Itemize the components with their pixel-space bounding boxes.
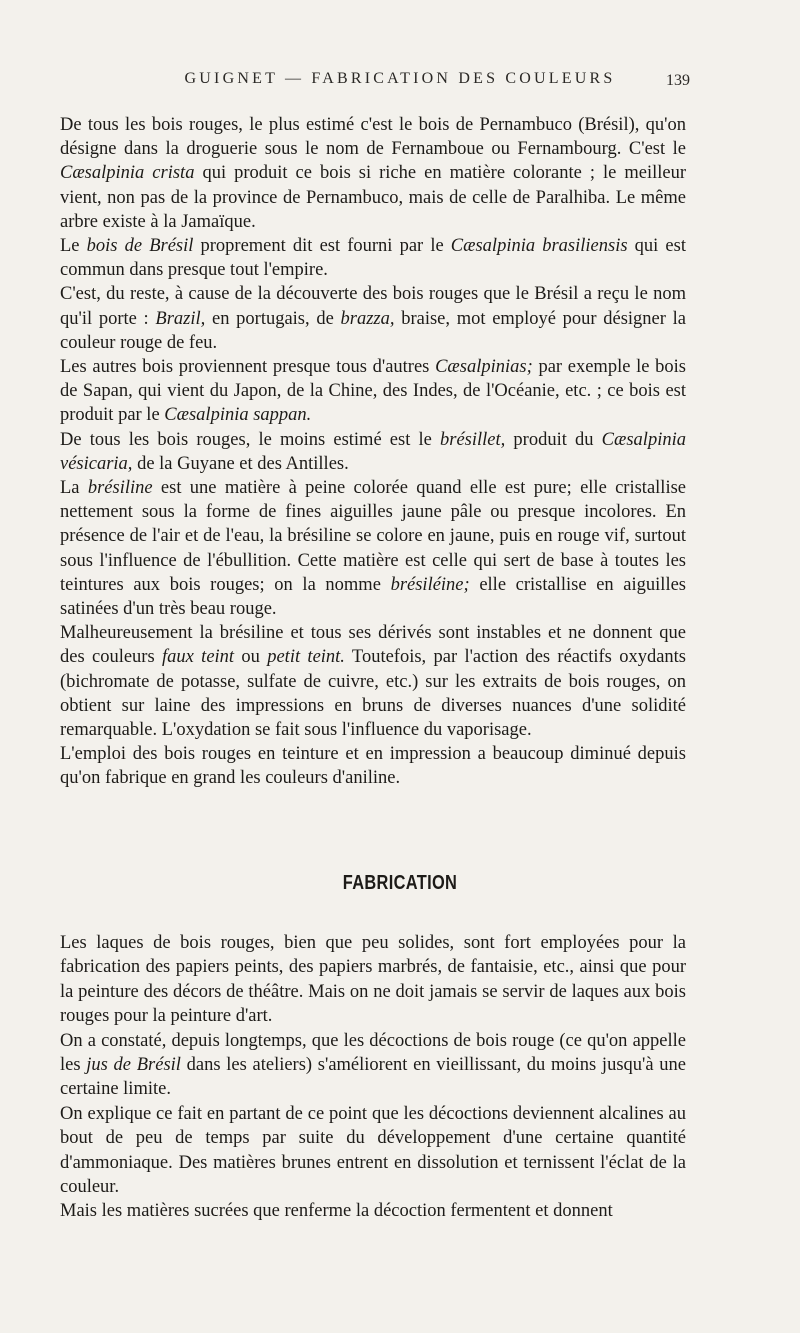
page-header bbox=[0, 70, 800, 94]
paragraph: Mais les matières sucrées que renferme la décoction fermentent et donnent bbox=[60, 1201, 613, 1222]
paragraph: De tous les bois rouges, le plus estimé c'est le bois de Pernambuco (Brésil), qu'on désigne dans la droguerie sous le nom de Fernamboue ou Fernambourg. C'est le Cæsalpinia crista qui produit ce bois si riche en matière colorante ; le meilleur vient, non pas de la province de Pernambuco, mais de celle de Paralhiba. Le même arbre existe à la Jamaïque. bbox=[60, 115, 686, 232]
paragraph: De tous les bois rouges, le moins estimé est le brésillet, produit du Cæsalpinia vésicaria, de la Guyane et des Antilles. bbox=[60, 429, 686, 474]
paragraph: Les autres bois proviennent presque tous d'autres Cæsalpinias; par exemple le bois de Sapan, qui vient du Japon, de la Chine, des Indes, de l'Océanie, etc. ; ce bois est produit par le Cæsalpinia sappan. bbox=[60, 357, 686, 426]
paragraph: On a constaté, depuis longtemps, que les décoctions de bois rouge (ce qu'on appelle les jus de Brésil dans les ateliers) s'améliorent en vieillissant, du moins jusqu'à une certaine limite. bbox=[60, 1030, 686, 1100]
body-text-bottom bbox=[60, 931, 686, 1224]
paragraph: Malheureusement la brésiline et tous ses dérivés sont instables et ne donnent que des couleurs faux teint ou petit teint. Toutefois, par l'action des réactifs oxydants (bichromate de potasse, sulfate de cuivre, etc.) sur les extraits de bois rouges, on obtient sur laine des impressions en bruns de diverses nuances d'une solidité remarquable. L'oxydation se fait sous l'influence du vaporisage. bbox=[60, 623, 686, 741]
running-title: GUIGNET — FABRICATION DES COULEURS bbox=[184, 70, 616, 87]
paragraph: Le bois de Brésil proprement dit est fourni par le Cæsalpinia brasiliensis qui est commun dans presque tout l'empire. bbox=[60, 236, 686, 281]
paragraph: On explique ce fait en partant de ce point que les décoctions deviennent alcalines au bout de peu de temps par suite du développement d'une certaine quantité d'ammoniaque. Des matières brunes entrent en dissolution et ternissent l'éclat de la couleur. bbox=[60, 1103, 686, 1198]
paragraph: La brésiline est une matière à peine colorée quand elle est pure; elle cristallise nettement sous la forme de fines aiguilles jaune pâle ou presque incolores. En présence de l'air et de l'eau, la brésiline se colore en jaune, puis en rouge vif, surtout sous l'influence de l'ébullition. Cette matière est celle qui sert de base à toutes les teintures aux bois rouges; on la nomme brésiléine; elle cristallise en aiguilles satinées d'un très beau rouge. bbox=[60, 478, 686, 620]
paragraph: C'est, du reste, à cause de la découverte des bois rouges que le Brésil a reçu le nom qu'il porte : Brazil, en portugais, de brazza, braise, mot employé pour désigner la couleur rouge de feu. bbox=[60, 284, 686, 353]
body-text-top bbox=[60, 113, 686, 791]
section-title: FABRICATION bbox=[342, 872, 458, 894]
page-number: 139 bbox=[666, 72, 690, 89]
paragraph: Les laques de bois rouges, bien que peu solides, sont fort employées pour la fabrication des papiers peints, des papiers marbrés, de fantaisie, etc., ainsi que pour la peinture des décors de théâtre. Mais on ne doit jamais se servir de laques aux bois rouges pour la peinture d'art. bbox=[60, 933, 686, 1027]
paragraph: L'emploi des bois rouges en teinture et en impression a beaucoup diminué depuis qu'on fabrique en grand les couleurs d'aniline. bbox=[60, 744, 686, 789]
